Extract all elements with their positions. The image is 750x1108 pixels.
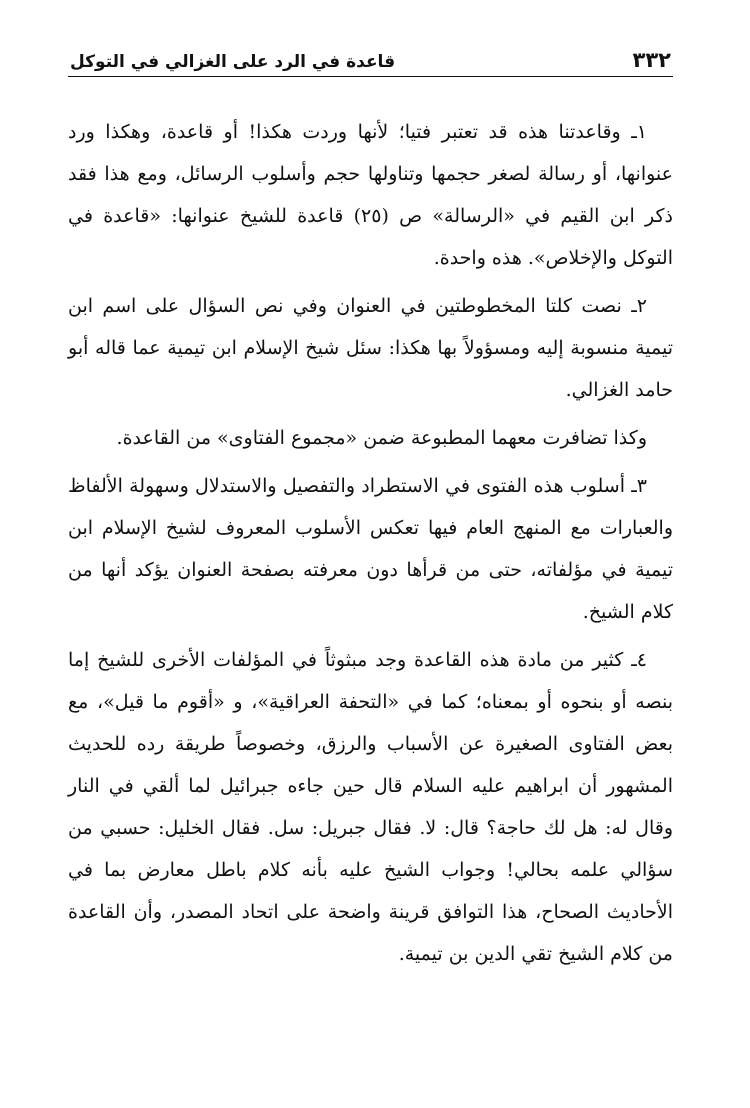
book-page <box>68 38 673 975</box>
paragraph-printed-edition: وكذا تضافرت معهما المطبوعة ضمن «مجموع الفتاوى» من القاعدة. <box>116 427 647 449</box>
paragraph-point-1: ١ـ وقاعدتنا هذه قد تعتبر فتيا؛ لأنها وردت هكذا! أو قاعدة، وهكذا ورد عنوانها، أو رسالة لصغر حجمها وتناولها حجم وأسلوب الرسائل، ومع هذا فقد ذكر ابن القيم في «الرسالة» ص (٢٥) قاعدة للشيخ عنوانها: «قاعدة في التوكل والإخلاص». هذه واحدة. <box>68 121 674 269</box>
paragraph-point-4: ٤ـ كثير من مادة هذه القاعدة وجد مبثوثاً في المؤلفات الأخرى للشيخ إما بنصه أو بنحوه أو بمعناه؛ كما في «التحفة العراقية»، و «أقوم ما قيل»، مع بعض الفتاوى الصغيرة عن الأسباب والرزق، وخصوصاً طريقة رده للحديث المشهور أن ابراهيم عليه السلام قال حين جاءه جبرائيل لما ألقي في النار وقال له: هل لك حاجة؟ قال: لا. فقال جبريل: سل. فقال الخليل: حسبي من سؤالي علمه بحالي! وجواب الشيخ عليه بأنه كلام باطل معارض بما في الأحاديث الصحاح، هذا التوافق قرينة واضحة على اتحاد المصدر، وأن القاعدة من كلام الشيخ تقي الدين بن تيمية. <box>68 649 673 965</box>
running-title: قاعدة في الرد على الغزالي في التوكل <box>70 52 396 72</box>
paragraph-point-2: ٢ـ نصت كلتا المخطوطتين في العنوان وفي نص السؤال على اسم ابن تيمية منسوبة إليه ومسؤولاً بها هكذا: سئل شيخ الإسلام ابن تيمية عما قاله أبو حامد الغزالي. <box>68 295 673 401</box>
body-text <box>68 111 673 975</box>
page-number: ٣٣٢ <box>632 48 671 72</box>
running-header <box>68 38 673 77</box>
paragraph-point-3: ٣ـ أسلوب هذه الفتوى في الاستطراد والتفصيل والاستدلال وسهولة الألفاظ والعبارات مع المنهج العام فيها تعكس الأسلوب المعروف لشيخ الإسلام ابن تيمية في مؤلفاته، حتى من قرأها دون معرفته بصفحة العنوان يؤكد أنها من كلام الشيخ. <box>68 475 673 623</box>
